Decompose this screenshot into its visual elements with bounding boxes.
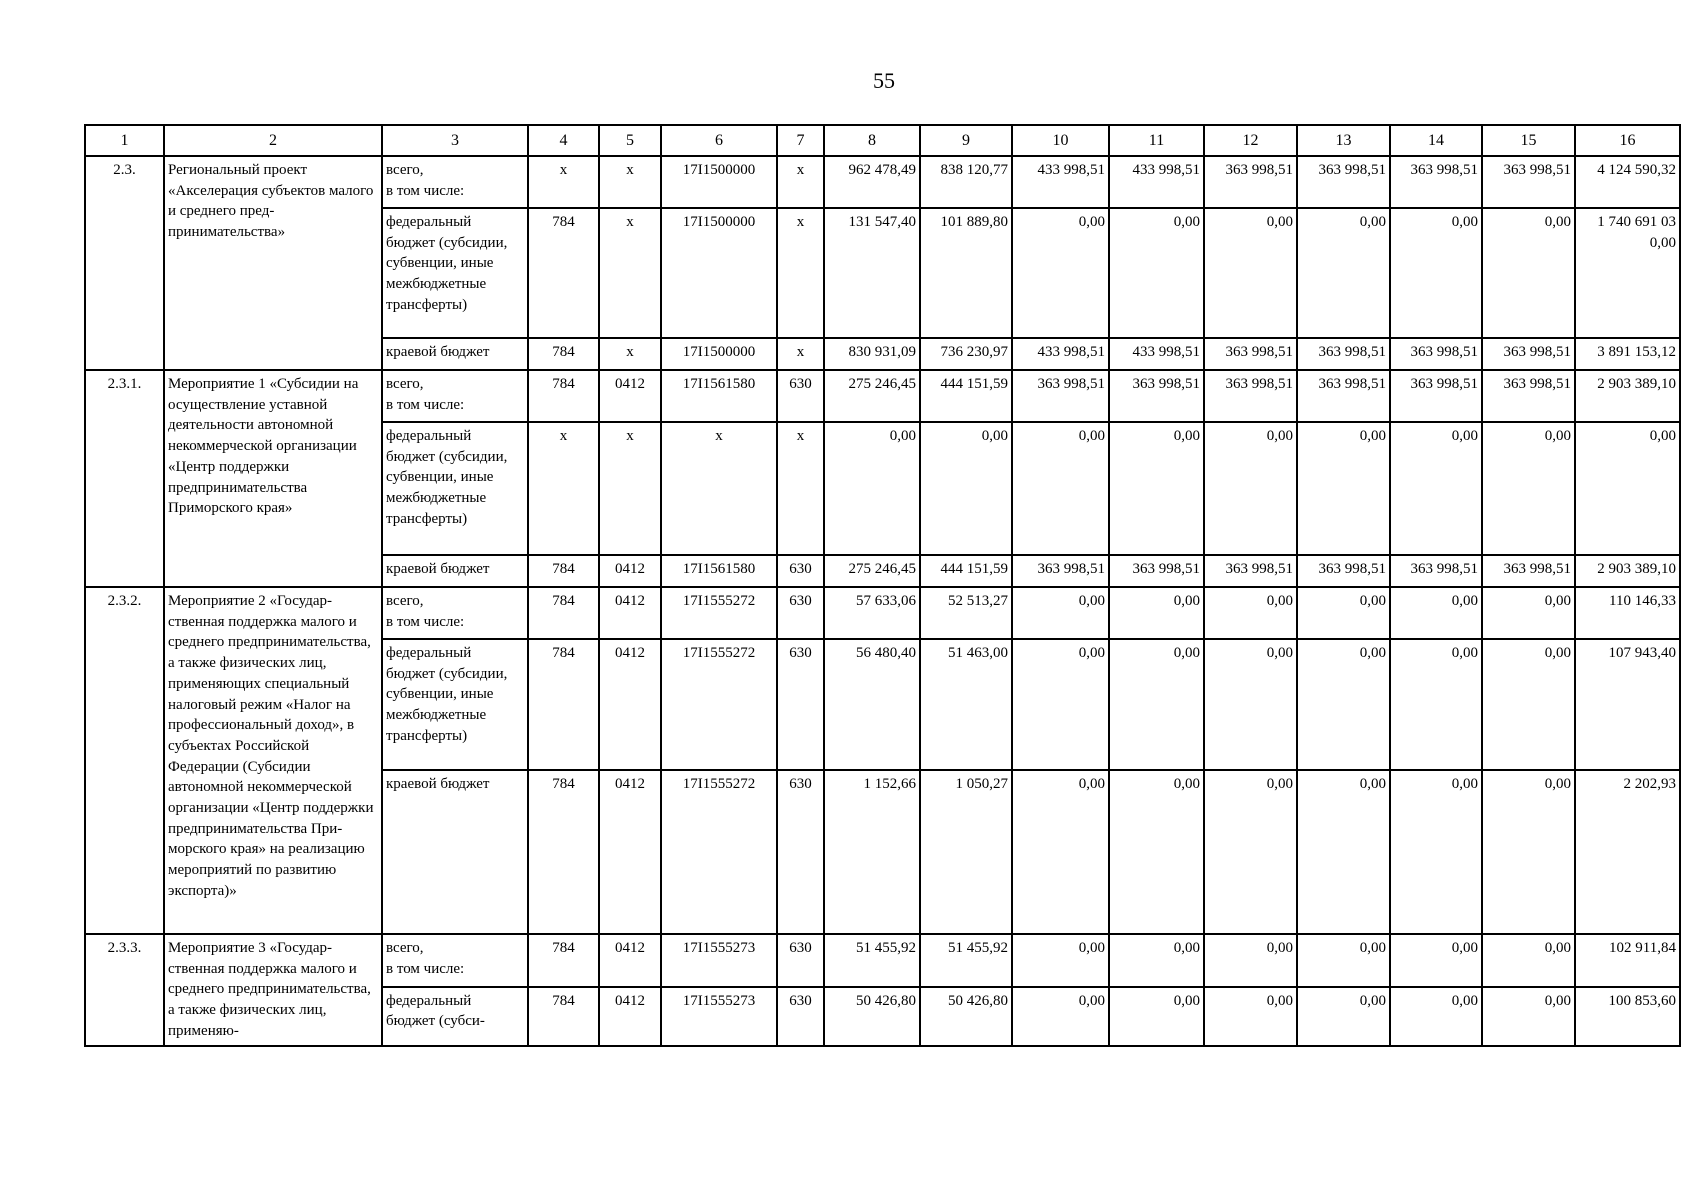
cell-col-15: 0,00 — [1482, 639, 1575, 770]
cell-col-10: 0,00 — [1012, 587, 1109, 639]
cell-col-15: 0,00 — [1482, 934, 1575, 987]
cell-col-5: 0412 — [599, 934, 661, 987]
cell-col-8: 56 480,40 — [824, 639, 920, 770]
cell-col-7: 630 — [777, 555, 824, 587]
funding-source: федеральный бюджет (субсидии, субвенции, иные межбюджетные трансферты) — [382, 639, 528, 770]
cell-col-11: 363 998,51 — [1109, 370, 1204, 422]
cell-col-7: x — [777, 422, 824, 555]
cell-col-12: 0,00 — [1204, 934, 1297, 987]
item-number: 2.3.2. — [85, 587, 164, 934]
cell-col-16: 1 740 691 03 0,00 — [1575, 208, 1680, 338]
cell-col-13: 0,00 — [1297, 208, 1390, 338]
cell-col-14: 0,00 — [1390, 208, 1482, 338]
cell-col-14: 0,00 — [1390, 587, 1482, 639]
cell-col-16: 2 202,93 — [1575, 770, 1680, 934]
cell-col-15: 0,00 — [1482, 587, 1575, 639]
table-row — [85, 156, 1680, 208]
column-number-9: 9 — [920, 125, 1012, 156]
cell-col-5: 0412 — [599, 587, 661, 639]
cell-col-15: 363 998,51 — [1482, 370, 1575, 422]
cell-col-8: 1 152,66 — [824, 770, 920, 934]
page-number: 55 — [873, 68, 895, 93]
cell-col-10: 433 998,51 — [1012, 156, 1109, 208]
cell-col-16: 102 911,84 — [1575, 934, 1680, 987]
cell-col-9: 444 151,59 — [920, 370, 1012, 422]
column-number-3: 3 — [382, 125, 528, 156]
cell-col-11: 363 998,51 — [1109, 555, 1204, 587]
cell-col-7: 630 — [777, 587, 824, 639]
cell-col-4: 784 — [528, 987, 599, 1046]
cell-col-12: 363 998,51 — [1204, 555, 1297, 587]
cell-col-9: 736 230,97 — [920, 338, 1012, 370]
cell-col-13: 0,00 — [1297, 770, 1390, 934]
item-name: Региональный проект «Акселерация субъектов малого и среднего предпринимательства» — [164, 156, 382, 370]
cell-col-6: 17I1500000 — [661, 208, 777, 338]
column-number-5: 5 — [599, 125, 661, 156]
cell-col-6: 17I1555273 — [661, 934, 777, 987]
cell-col-14: 0,00 — [1390, 987, 1482, 1046]
cell-col-12: 0,00 — [1204, 770, 1297, 934]
cell-col-14: 0,00 — [1390, 422, 1482, 555]
cell-col-15: 0,00 — [1482, 987, 1575, 1046]
cell-col-5: 0412 — [599, 770, 661, 934]
cell-col-7: 630 — [777, 934, 824, 987]
cell-col-4: 784 — [528, 770, 599, 934]
cell-col-10: 363 998,51 — [1012, 555, 1109, 587]
table-row — [85, 934, 1680, 987]
cell-col-11: 0,00 — [1109, 587, 1204, 639]
cell-col-6: 17I1555272 — [661, 639, 777, 770]
item-number: 2.3.3. — [85, 934, 164, 1045]
table-row — [85, 587, 1680, 639]
cell-col-8: 275 246,45 — [824, 555, 920, 587]
item-name: Мероприятие 1 «Субсидии на осуществление уставной деятельности автономной некоммерческой организации «Центр поддержки предпринимательства Приморского края» — [164, 370, 382, 587]
cell-col-12: 0,00 — [1204, 639, 1297, 770]
cell-col-8: 830 931,09 — [824, 338, 920, 370]
cell-col-7: 630 — [777, 370, 824, 422]
cell-col-6: 17I1555273 — [661, 987, 777, 1046]
cell-col-9: 1 050,27 — [920, 770, 1012, 934]
cell-col-4: 784 — [528, 555, 599, 587]
column-number-10: 10 — [1012, 125, 1109, 156]
funding-source: федеральный бюджет (субсидии, субвенции, иные межбюджетные трансферты) — [382, 208, 528, 338]
cell-col-6: x — [661, 422, 777, 555]
cell-col-9: 0,00 — [920, 422, 1012, 555]
cell-col-15: 363 998,51 — [1482, 338, 1575, 370]
cell-col-8: 131 547,40 — [824, 208, 920, 338]
cell-col-6: 17I1500000 — [661, 156, 777, 208]
cell-col-6: 17I1555272 — [661, 770, 777, 934]
cell-col-10: 0,00 — [1012, 208, 1109, 338]
cell-col-12: 363 998,51 — [1204, 370, 1297, 422]
cell-col-12: 0,00 — [1204, 422, 1297, 555]
item-number: 2.3. — [85, 156, 164, 370]
cell-col-8: 0,00 — [824, 422, 920, 555]
column-number-2: 2 — [164, 125, 382, 156]
column-number-16: 16 — [1575, 125, 1680, 156]
cell-col-8: 57 633,06 — [824, 587, 920, 639]
cell-col-11: 0,00 — [1109, 639, 1204, 770]
cell-col-6: 17I1561580 — [661, 555, 777, 587]
cell-col-11: 0,00 — [1109, 422, 1204, 555]
column-number-7: 7 — [777, 125, 824, 156]
cell-col-11: 433 998,51 — [1109, 156, 1204, 208]
cell-col-11: 0,00 — [1109, 208, 1204, 338]
cell-col-7: x — [777, 156, 824, 208]
column-number-15: 15 — [1482, 125, 1575, 156]
funding-source: краевой бюджет — [382, 338, 528, 370]
cell-col-16: 3 891 153,12 — [1575, 338, 1680, 370]
cell-col-8: 275 246,45 — [824, 370, 920, 422]
table-row — [85, 370, 1680, 422]
column-number-14: 14 — [1390, 125, 1482, 156]
cell-col-16: 110 146,33 — [1575, 587, 1680, 639]
cell-col-11: 0,00 — [1109, 770, 1204, 934]
funding-source: всего, в том числе: — [382, 934, 528, 987]
cell-col-8: 962 478,49 — [824, 156, 920, 208]
column-number-1: 1 — [85, 125, 164, 156]
cell-col-9: 101 889,80 — [920, 208, 1012, 338]
cell-col-4: 784 — [528, 370, 599, 422]
cell-col-9: 51 463,00 — [920, 639, 1012, 770]
cell-col-10: 0,00 — [1012, 987, 1109, 1046]
cell-col-12: 0,00 — [1204, 587, 1297, 639]
cell-col-7: 630 — [777, 770, 824, 934]
cell-col-5: 0412 — [599, 555, 661, 587]
column-number-8: 8 — [824, 125, 920, 156]
cell-col-6: 17I1555272 — [661, 587, 777, 639]
cell-col-16: 107 943,40 — [1575, 639, 1680, 770]
cell-col-16: 0,00 — [1575, 422, 1680, 555]
funding-source: всего, в том числе: — [382, 370, 528, 422]
cell-col-6: 17I1561580 — [661, 370, 777, 422]
cell-col-4: 784 — [528, 587, 599, 639]
cell-col-14: 0,00 — [1390, 770, 1482, 934]
cell-col-14: 363 998,51 — [1390, 555, 1482, 587]
cell-col-5: x — [599, 338, 661, 370]
cell-col-16: 4 124 590,32 — [1575, 156, 1680, 208]
cell-col-9: 50 426,80 — [920, 987, 1012, 1046]
table-body — [85, 156, 1680, 1045]
cell-col-13: 363 998,51 — [1297, 338, 1390, 370]
cell-col-9: 51 455,92 — [920, 934, 1012, 987]
cell-col-16: 100 853,60 — [1575, 987, 1680, 1046]
cell-col-9: 52 513,27 — [920, 587, 1012, 639]
cell-col-9: 838 120,77 — [920, 156, 1012, 208]
cell-col-11: 0,00 — [1109, 987, 1204, 1046]
cell-col-5: 0412 — [599, 370, 661, 422]
cell-col-16: 2 903 389,10 — [1575, 555, 1680, 587]
funding-source: краевой бюджет — [382, 770, 528, 934]
item-number: 2.3.1. — [85, 370, 164, 587]
cell-col-10: 433 998,51 — [1012, 338, 1109, 370]
cell-col-4: 784 — [528, 208, 599, 338]
cell-col-8: 51 455,92 — [824, 934, 920, 987]
cell-col-13: 363 998,51 — [1297, 156, 1390, 208]
cell-col-15: 0,00 — [1482, 208, 1575, 338]
cell-col-4: 784 — [528, 639, 599, 770]
column-number-row — [85, 125, 1680, 156]
cell-col-13: 363 998,51 — [1297, 370, 1390, 422]
funding-source: федеральный бюджет (субси- — [382, 987, 528, 1046]
cell-col-12: 363 998,51 — [1204, 156, 1297, 208]
cell-col-7: x — [777, 208, 824, 338]
column-number-12: 12 — [1204, 125, 1297, 156]
cell-col-11: 0,00 — [1109, 934, 1204, 987]
item-name: Мероприятие 2 «Государственная поддержка малого и среднего предпринимательства, а также физических лиц, применяющих специальный налоговый режим «Налог на профессиональный доход», в субъектах Российской Федерации (Субсидии автономной некоммерческой организации «Центр поддержки предпринимательства Приморского края» на реализацию мероприятий по развитию экспорта)» — [164, 587, 382, 934]
funding-source: федеральный бюджет (субсидии, субвенции, иные межбюджетные трансферты) — [382, 422, 528, 555]
cell-col-15: 0,00 — [1482, 770, 1575, 934]
cell-col-14: 0,00 — [1390, 934, 1482, 987]
funding-source: всего, в том числе: — [382, 587, 528, 639]
cell-col-14: 0,00 — [1390, 639, 1482, 770]
cell-col-4: 784 — [528, 338, 599, 370]
funding-source: краевой бюджет — [382, 555, 528, 587]
cell-col-15: 363 998,51 — [1482, 156, 1575, 208]
budget-table — [84, 124, 1681, 1047]
cell-col-16: 2 903 389,10 — [1575, 370, 1680, 422]
cell-col-12: 0,00 — [1204, 987, 1297, 1046]
column-number-4: 4 — [528, 125, 599, 156]
cell-col-14: 363 998,51 — [1390, 370, 1482, 422]
cell-col-4: x — [528, 156, 599, 208]
cell-col-15: 0,00 — [1482, 422, 1575, 555]
cell-col-8: 50 426,80 — [824, 987, 920, 1046]
column-number-13: 13 — [1297, 125, 1390, 156]
cell-col-10: 0,00 — [1012, 934, 1109, 987]
cell-col-12: 363 998,51 — [1204, 338, 1297, 370]
cell-col-10: 363 998,51 — [1012, 370, 1109, 422]
cell-col-10: 0,00 — [1012, 639, 1109, 770]
item-name: Мероприятие 3 «Государственная поддержка малого и среднего предпринимательства, а также физических лиц, применяю- — [164, 934, 382, 1045]
cell-col-10: 0,00 — [1012, 770, 1109, 934]
cell-col-5: x — [599, 156, 661, 208]
cell-col-13: 0,00 — [1297, 987, 1390, 1046]
cell-col-9: 444 151,59 — [920, 555, 1012, 587]
column-number-6: 6 — [661, 125, 777, 156]
cell-col-13: 0,00 — [1297, 422, 1390, 555]
cell-col-14: 363 998,51 — [1390, 338, 1482, 370]
cell-col-15: 363 998,51 — [1482, 555, 1575, 587]
cell-col-10: 0,00 — [1012, 422, 1109, 555]
funding-source: всего, в том числе: — [382, 156, 528, 208]
cell-col-14: 363 998,51 — [1390, 156, 1482, 208]
cell-col-7: 630 — [777, 639, 824, 770]
cell-col-13: 0,00 — [1297, 934, 1390, 987]
cell-col-5: 0412 — [599, 987, 661, 1046]
column-number-11: 11 — [1109, 125, 1204, 156]
cell-col-5: 0412 — [599, 639, 661, 770]
cell-col-13: 0,00 — [1297, 639, 1390, 770]
cell-col-11: 433 998,51 — [1109, 338, 1204, 370]
cell-col-4: x — [528, 422, 599, 555]
cell-col-13: 363 998,51 — [1297, 555, 1390, 587]
cell-col-7: 630 — [777, 987, 824, 1046]
cell-col-5: x — [599, 208, 661, 338]
cell-col-12: 0,00 — [1204, 208, 1297, 338]
cell-col-5: x — [599, 422, 661, 555]
cell-col-7: x — [777, 338, 824, 370]
cell-col-13: 0,00 — [1297, 587, 1390, 639]
cell-col-6: 17I1500000 — [661, 338, 777, 370]
cell-col-4: 784 — [528, 934, 599, 987]
